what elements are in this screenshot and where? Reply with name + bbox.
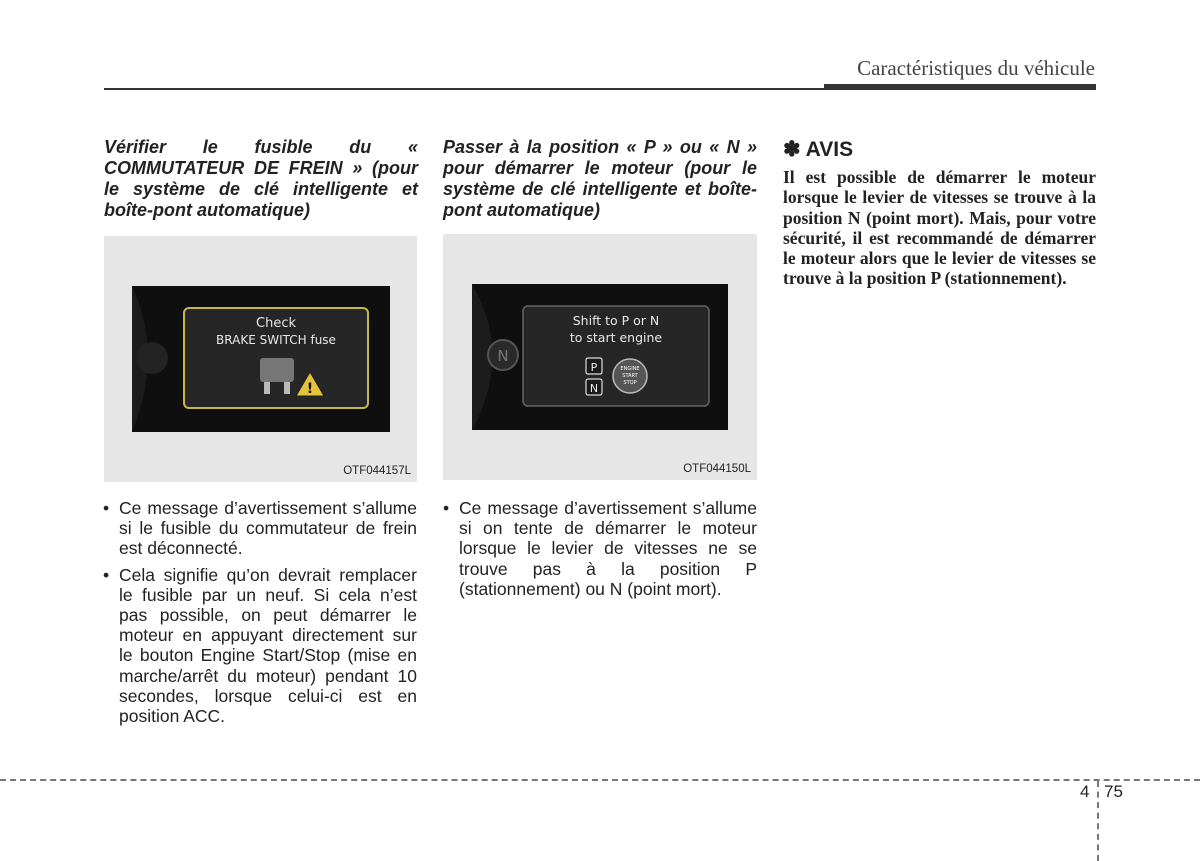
list-item: • Cela signifie qu’on devrait remplacer le fusible par un neuf. Si cela n’est pas possible, on peut démarrer le moteur en appuyant directement sur le bouton Engine Start/Stop (mise en marche/arrêt du moteur) pendant 10 secondes, lorsque celui-ci est en position ACC.: [103, 565, 417, 727]
p-key-icon: [586, 358, 602, 374]
figure-code: OTF044150L: [683, 463, 751, 475]
screen-line-check: Check: [256, 316, 296, 331]
left-bullets: [103, 498, 417, 732]
header-title: Caractéristiques du véhicule: [857, 56, 1095, 80]
gear-indicator-icon: [488, 340, 518, 370]
shift-to-p-or-n-figure: [443, 234, 757, 480]
brake-switch-illustration: [104, 236, 417, 482]
avis-title: ✽ AVIS: [783, 138, 854, 161]
figure-code: OTF044157L: [343, 465, 411, 477]
avis-body: Il est possible de démarrer le moteur lorsque le levier de vitesses se trouve à la position N (point mort). Mais, pour votre sécurité, il est recommandé de démarrer le moteur alors que le levier de vitesses se trouve à la position P (stationnement).: [783, 167, 1096, 289]
button-line-start: START: [622, 373, 638, 379]
shift-illustration: [443, 234, 757, 480]
list-item: • Ce message d’avertissement s’allume si le fusible du commutateur de frein est déconnecté.: [103, 498, 417, 559]
middle-bullets: [443, 498, 757, 605]
button-line-engine: ENGINE: [620, 366, 640, 372]
screen-line-shift: Shift to P or N: [572, 313, 660, 328]
brake-switch-figure: [104, 236, 417, 482]
middle-heading: Passer à la position « P » ou « N » pour démarrer le moteur (pour le système de clé intelligente et boîte-pont automatique): [443, 137, 757, 220]
middle-column: [443, 137, 757, 221]
button-line-stop: STOP: [623, 380, 637, 386]
page-number: 75: [1104, 782, 1123, 801]
avis-box: [783, 137, 1096, 289]
key-n-label: N: [589, 382, 599, 395]
engine-start-stop-button-icon: [613, 359, 647, 393]
left-column: [104, 137, 418, 221]
n-key-icon: [586, 379, 602, 395]
left-heading: Vérifier le fusible du « COMMUTATEUR DE FREIN » (pour le système de clé intelligente et boîte-pont automatique): [104, 137, 418, 220]
footer-rule: [0, 779, 1200, 781]
screen-line-brake-switch: BRAKE SWITCH fuse: [216, 333, 336, 347]
chapter-number: 4: [1080, 782, 1090, 801]
header-rule-accent: [824, 84, 1096, 90]
list-item: • Ce message d’avertissement s’allume si on tente de démarrer le moteur lorsque le levier de vitesses ne se trouve pas à la position P (stationnement) ou N (point mort).: [443, 498, 757, 599]
key-p-label: P: [590, 361, 598, 374]
gauge-letter: N: [497, 347, 509, 365]
screen-line-start: to start engine: [569, 330, 663, 345]
svg-text:!: !: [306, 381, 314, 397]
footer-divider: [1097, 781, 1099, 861]
